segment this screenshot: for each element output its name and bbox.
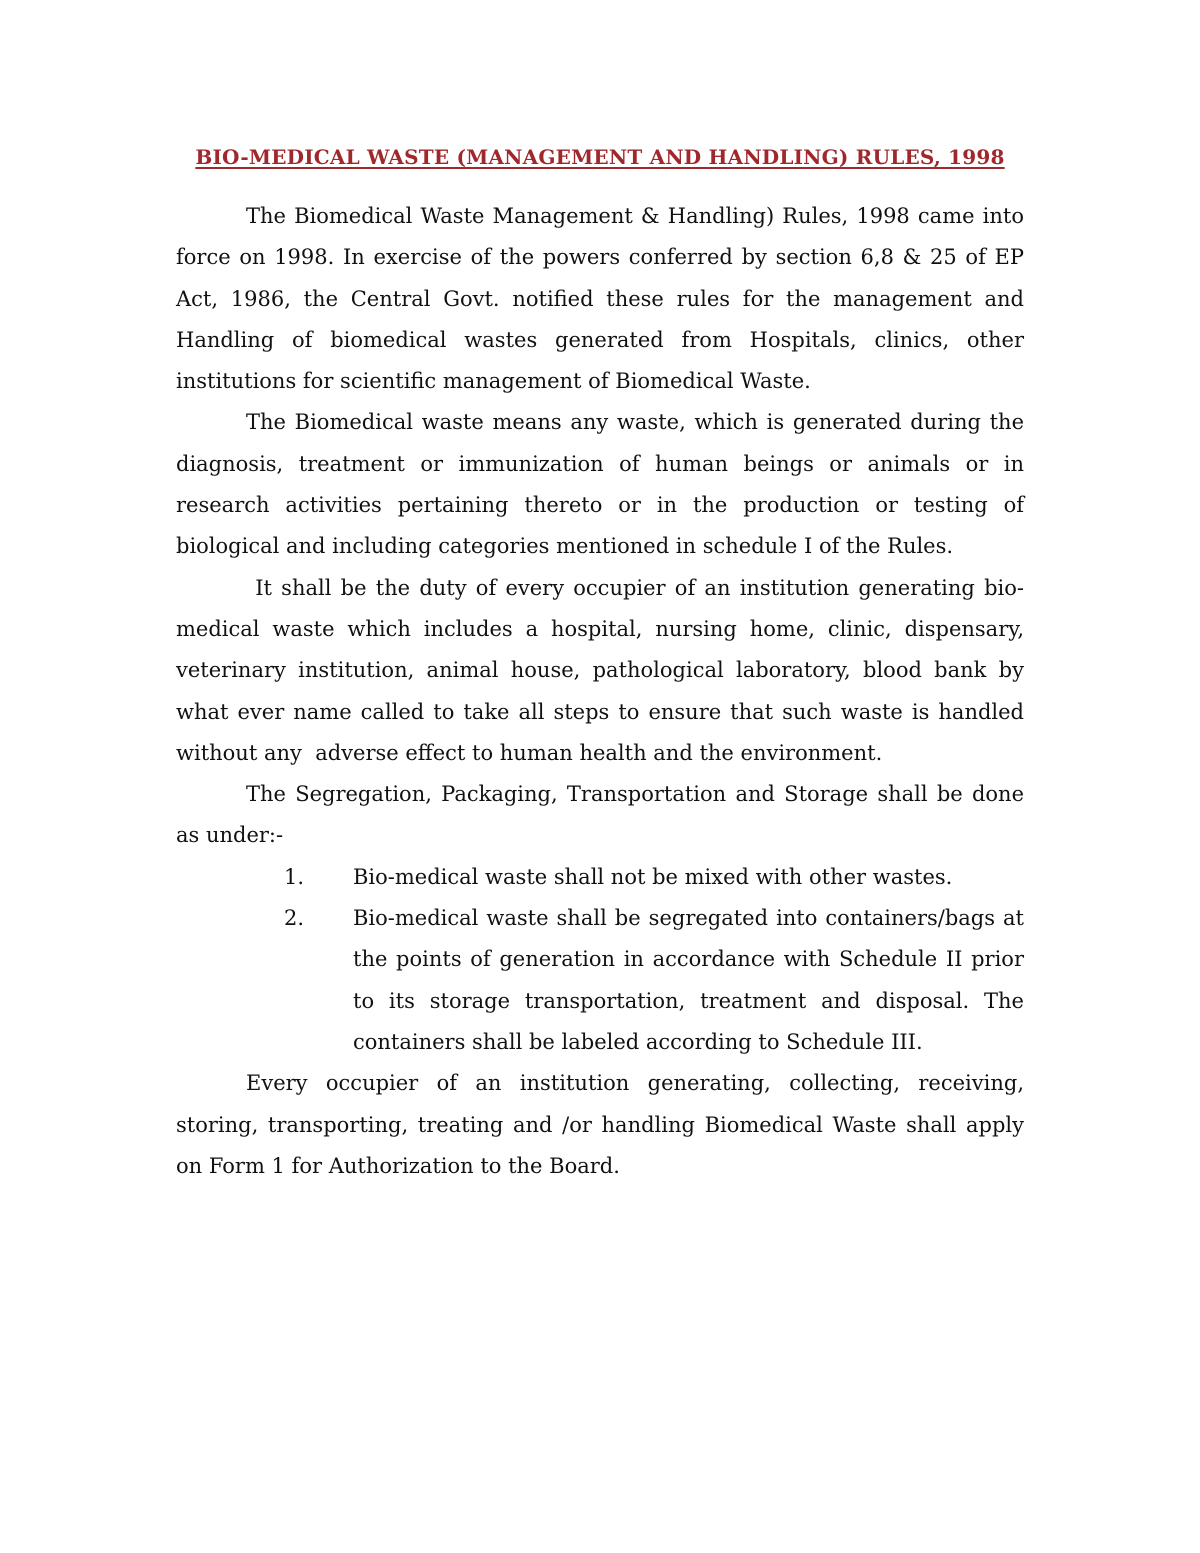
paragraph-definition: The Biomedical waste means any waste, which is generated during the diagnosis, treatment or immunization of human beings or animals or in research activities pertaining thereto or in the production or testing of biological and including categories mentioned in schedule I of the Rules. xyxy=(176,410,1024,559)
list-item-text: Bio-medical waste shall not be mixed with other wastes. xyxy=(353,864,953,889)
list-item-number: 2. xyxy=(284,906,305,931)
paragraph-duty: It shall be the duty of every occupier of an institution generating bio-medical waste which includes a hospital, nursing home, clinic, dispensary, veterinary institution, animal house, pathological laboratory, blood bank by what ever name called to take all steps to ensure that such waste is handled without any adverse effect to human health and the environment. xyxy=(176,575,1031,765)
list-item xyxy=(176,857,1024,898)
list-item-number: 1. xyxy=(284,864,305,889)
document-page xyxy=(176,140,1031,1187)
list-item-text: Bio-medical waste shall be segregated into containers/bags at the points of generation in accordance with Schedule II prior to its storage transportation, treatment and disposal. The containers shall be labeled according to Schedule III. xyxy=(353,906,1024,1054)
document-title: BIO-MEDICAL WASTE (MANAGEMENT AND HANDLING) RULES, 1998 xyxy=(195,145,1005,169)
segregation-list xyxy=(176,857,1024,1063)
paragraph-intro: The Biomedical Waste Management & Handling) Rules, 1998 came into force on 1998. In exercise of the powers conferred by section 6,8 & 25 of EP Act, 1986, the Central Govt. notified these rules for the management and Handling of biomedical wastes generated from Hospitals, clinics, other institutions for scientific management of Biomedical Waste. xyxy=(176,204,1024,394)
list-item xyxy=(176,898,1024,1063)
paragraph-closing: Every occupier of an institution generating, collecting, receiving, storing, transporting, treating and /or handling Biomedical Waste shall apply on Form 1 for Authorization to the Board. xyxy=(176,1071,1024,1178)
paragraph-segregation-intro: The Segregation, Packaging, Transportation and Storage shall be done as under:- xyxy=(176,782,1024,848)
